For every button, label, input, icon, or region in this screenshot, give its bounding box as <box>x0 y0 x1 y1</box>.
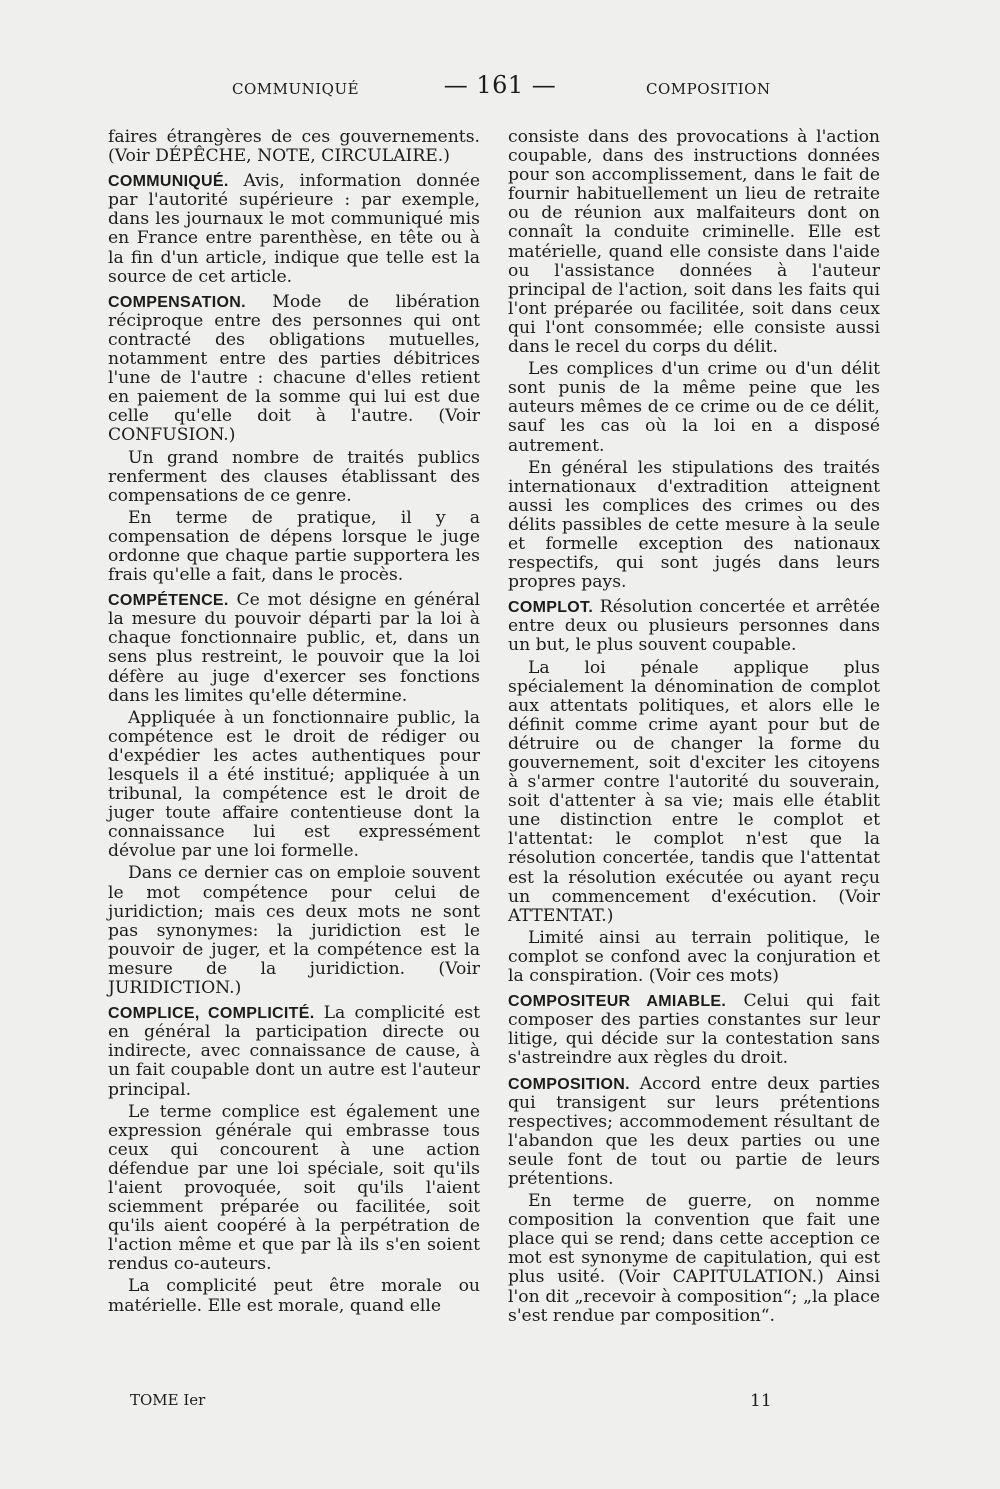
paragraph: Limité ainsi au terrain politique, le complot se confond avec la conjuration et la conspiration. (Voir ces mots) <box>508 927 880 987</box>
entry-composition <box>508 1075 880 1190</box>
continuation-paragraph: faires étrangères de ces gouvernements. (Voir DÉPÊCHE, NOTE, CIRCULAIRE.) <box>108 127 480 167</box>
paragraph: Dans ce dernier cas on emploie souvent le mot compétence pour celui de juridiction; mais ces deux mots ne sont pas synonymes: la juridiction est le pouvoir de juger, et la compétence est la mesure de la juridiction. (Voir JURIDICTION.) <box>108 863 480 999</box>
entry-compositeur-amiable <box>508 992 880 1068</box>
entry-text: Ce mot désigne en général la mesure du pouvoir départi par la loi à chaque fonctionnaire public, et, dans un sens plus restreint, le pouvoir que la loi défère au juge d'exercer ses fonctions dans les limites qu'elle détermine. <box>108 590 480 706</box>
entry-complice <box>108 1004 480 1099</box>
entry-text: La complicité est en général la participation directe ou indirecte, avec connaissance de cause, à un fait coupable dont un autre est l'auteur principal. <box>108 1003 480 1100</box>
headword: COMMUNIQUÉ. <box>108 173 229 191</box>
headword: COMPLOT. <box>508 599 594 617</box>
paragraph: La loi pénale applique plus spécialement la dénomination de complot aux attentats politiques, et alors elle le définit comme crime ayant pour but de détruire ou de changer la forme du gouvernement, soit d'exciter les citoyens à s'armer contre l'autorité du souverain, soit d'attenter à sa vie; mais elle établit une distinction entre le complot et l'attentat: le complot n'est que la résolution concertée, tandis que l'attentat est la résolution exécutée ou ayant reçu un commencement d'exécution. (Voir ATTENTAT.) <box>508 657 880 926</box>
paragraph: Un grand nombre de traités publics renferment des clauses établissant des compensations de ce genre. <box>108 447 480 506</box>
entry-competence <box>108 591 480 706</box>
paragraph: Le terme complice est également une expression générale qui embrasse tous ceux qui concourent à une action défendue par une loi spéciale, soit qu'ils l'aient provoquée, soit qu'ils l'aient sciemment préparée ou facilitée, soit qu'ils aient coopéré à la perpétration de l'action même et que par là ils s'en soient rendus co-auteurs. <box>108 1101 480 1275</box>
headword: COMPOSITEUR AMIABLE. <box>508 993 727 1011</box>
header-left-word: COMMUNIQUÉ <box>232 80 360 98</box>
headword: COMPENSATION. <box>108 293 246 311</box>
paragraph: En terme de pratique, il y a compensation de dépens lorsque le juge ordonne que chaque partie supportera les frais qu'elle a fait, dans le procès. <box>108 507 480 586</box>
continuation-paragraph: consiste dans des provocations à l'action coupable, dans des instructions données pour son accomplissement, dans le fait de fournir habituellement un lieu de retraite ou de réunion aux malfaiteurs dont on connaît la conduite criminelle. Elle est matérielle, quand elle consiste dans l'aide ou l'assistance données à l'auteur principal de l'action, soit dans les faits qui l'ont préparée ou facilitée, soit dans ceux qui l'ont consommée; elle consiste aussi dans le recel du corps du délit. <box>508 127 880 358</box>
entry-compensation <box>108 293 480 446</box>
paragraph: En terme de guerre, on nomme composition la convention que fait une place qui se rend; dans cette acception ce mot est synonyme de capitulation, qui est plus usité. (Voir CAPITULATION.) Ainsi l'on dit „recevoir à composition“; „la place s'est rendue par composition“. <box>508 1191 880 1326</box>
entry-complot <box>508 598 880 655</box>
page-number: — 161 — <box>443 71 557 99</box>
entry-text: Mode de libération réciproque entre des personnes qui ont contracté des obligations mutuelles, notamment entre des parties débitrices l'une de l'autre : chacune d'elles retient en paiement de la somme qui lui est due celle qu'elle doit à l'autre. (Voir CONFUSION.) <box>108 291 480 446</box>
entry-text: Avis, information donnée par l'autorité supérieure : par exemple, dans les journaux le mot communiqué mis en France entre parenthèse, en tête ou à la fin d'un article, indique que telle est la source de cet article. <box>108 171 480 287</box>
running-head <box>0 71 1000 104</box>
headword: COMPOSITION. <box>508 1075 630 1093</box>
right-column <box>508 128 880 1329</box>
headword: COMPLICE, COMPLICITÉ. <box>108 1005 315 1023</box>
paragraph: Les complices d'un crime ou d'un délit sont punis de la même peine que les auteurs mêmes de ce crime ou de ce délit, sauf les cas où la loi en a disposé autrement. <box>508 359 880 456</box>
headword: COMPÉTENCE. <box>108 592 229 610</box>
entry-text: Résolution concertée et arrêtée entre deux ou plusieurs personnes dans un but, le plus souvent coupable. <box>508 597 880 656</box>
page-footer <box>0 1391 1000 1415</box>
entry-text: Accord entre deux parties qui transigent sur leurs prétentions respectives; accommodement résultant de l'abandon que les deux parties ou une seule font de tout ou partie de leurs prétentions. <box>508 1073 880 1189</box>
paragraph: En général les stipulations des traités internationaux d'extradition atteignent aussi les complices des crimes ou des délits passibles de cette mesure à la seule et formelle exception des nationaux respectifs, qui sont jugés dans leurs propres pays. <box>508 457 880 593</box>
signature-number: 11 <box>750 1391 772 1411</box>
volume-label: TOME Ier <box>130 1391 206 1409</box>
paragraph: Appliquée à un fonctionnaire public, la compétence est le droit de rédiger ou d'expédier les actes authentiques pour lesquels il a été institué; appliquée à un tribunal, la compétence est le droit de juger toute affaire contentieuse dont la connaissance lui est expressément dévolue par une loi formelle. <box>108 707 480 862</box>
paragraph: La complicité peut être morale ou matérielle. Elle est morale, quand elle <box>108 1276 480 1316</box>
left-column <box>108 128 480 1319</box>
entry-communique <box>108 172 480 287</box>
header-right-word: COMPOSITION <box>646 80 771 98</box>
entry-text: Celui qui fait composer des parties constantes sur leur litige, qui décide sur la contestation sans s'astreindre aux règles du droit. <box>508 991 881 1069</box>
